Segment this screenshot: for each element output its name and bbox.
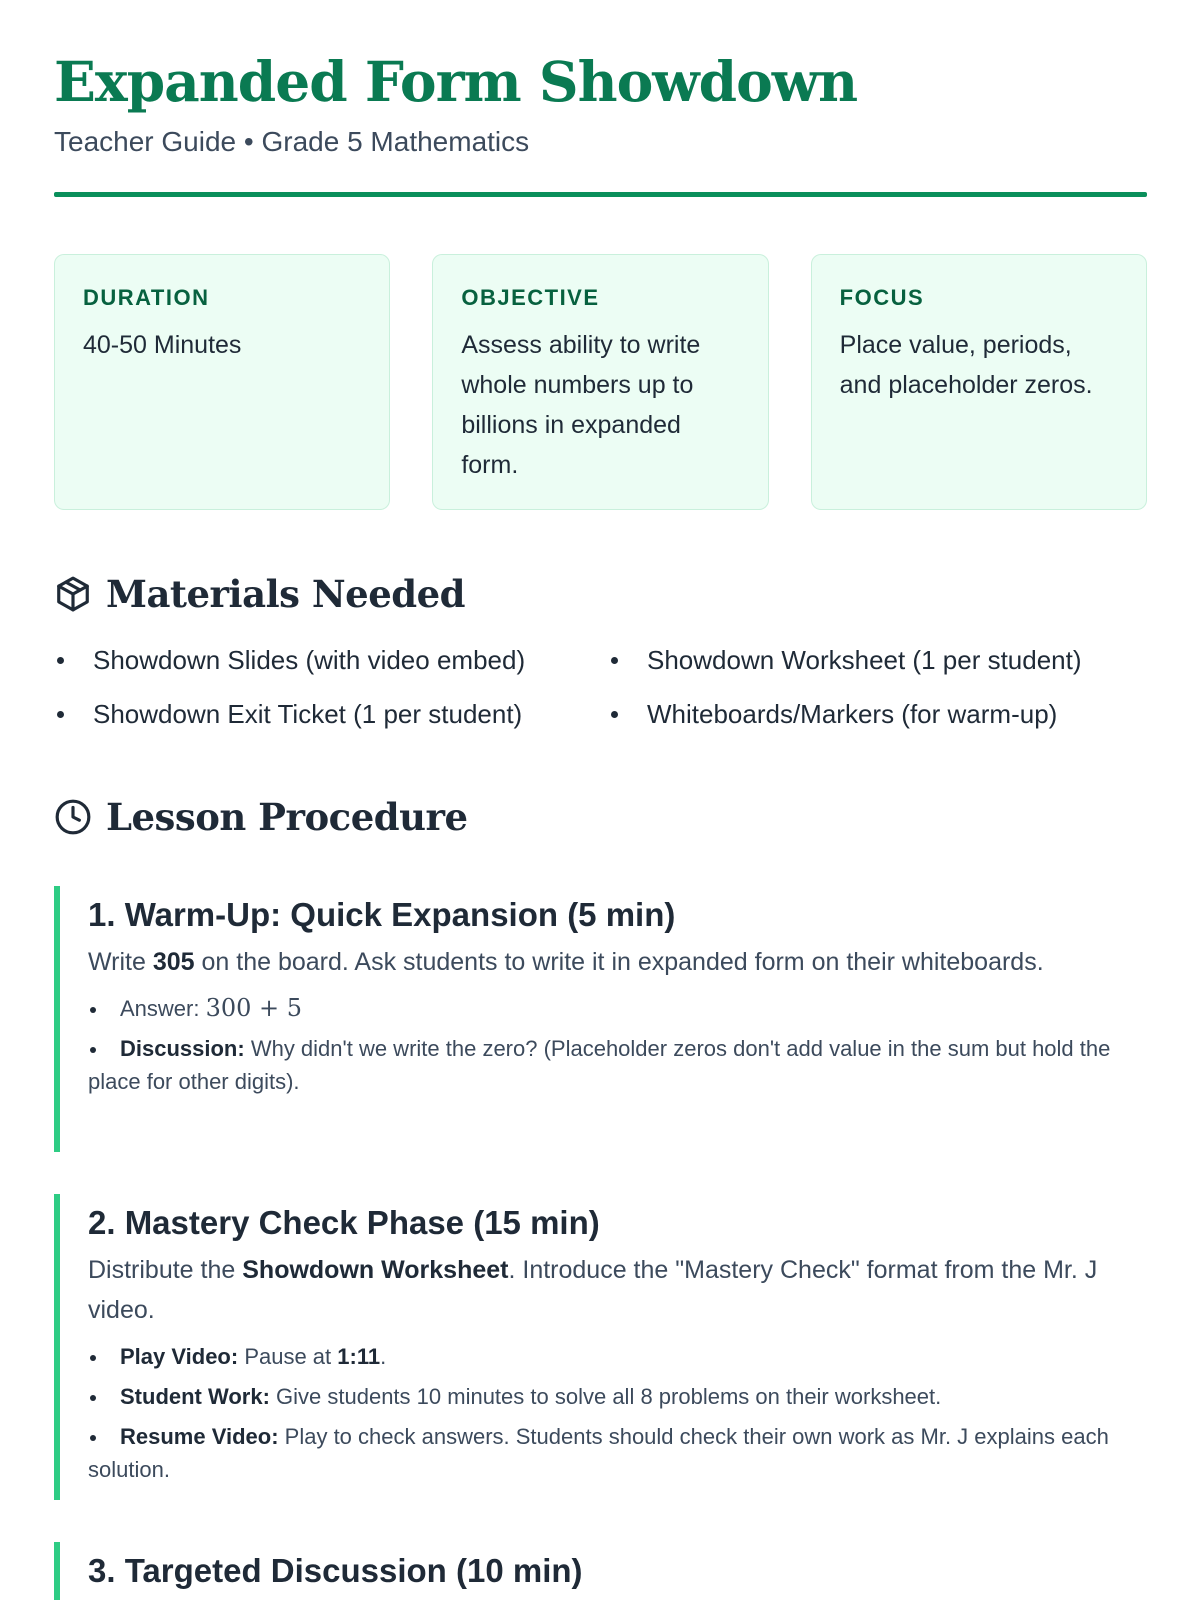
step-description: Write 305 on the board. Ask students to write it in expanded form on their whiteboards. [88, 948, 1044, 976]
section-title: Lesson Procedure [106, 795, 468, 839]
card-label: DURATION [83, 285, 210, 310]
step-title: 1. Warm-Up: Quick Expansion (5 min) [88, 896, 676, 933]
bullet-dot [611, 711, 618, 718]
procedure-step-2 [54, 1194, 1147, 1500]
duration-card [54, 254, 390, 510]
list-item [608, 640, 1147, 680]
procedure-step-3 [54, 1542, 1147, 1600]
materials-heading [54, 572, 465, 616]
card-label: FOCUS [839, 285, 925, 310]
bullet-dot [57, 657, 64, 664]
list-item: Discussion: Why didn't we write the zero? (Placeholder zeros don't add value in the sum but hold the place for other digits). [88, 1032, 1147, 1098]
box-icon [54, 575, 92, 613]
step-description: Distribute the Showdown Worksheet. Introduce the "Mastery Check" format from the Mr. J video. [88, 1256, 1098, 1324]
card-text: Assess ability to write whole numbers up to billions in expanded form. [461, 331, 701, 479]
step-bullets [88, 1340, 1147, 1486]
list-item-text: Showdown Worksheet (1 per student) [647, 644, 1082, 675]
section-title: Materials Needed [106, 572, 466, 616]
procedure-heading [54, 795, 468, 839]
clock-icon [54, 798, 92, 836]
materials-list [54, 640, 1147, 734]
objective-card [432, 254, 768, 510]
list-item: Resume Video: Play to check answers. Students should check their own work as Mr. J explains each solution. [88, 1420, 1147, 1486]
list-item: Play Video: Pause at 1:11. [88, 1340, 1147, 1373]
list-item-text: Showdown Exit Ticket (1 per student) [93, 698, 523, 729]
header-divider [54, 192, 1147, 197]
list-item: Answer: 300 + 5 [88, 992, 1147, 1025]
step-title: 3. Targeted Discussion (10 min) [88, 1552, 583, 1589]
list-item [608, 694, 1147, 734]
page-subtitle: Teacher Guide • Grade 5 Mathematics [54, 126, 530, 157]
bullet-dot [611, 657, 618, 664]
card-text: Place value, periods, and placeholder zeros. [839, 331, 1093, 399]
step-title: 2. Mastery Check Phase (15 min) [88, 1204, 600, 1241]
focus-card [811, 254, 1147, 510]
list-item: Student Work: Give students 10 minutes to solve all 8 problems on their worksheet. [88, 1380, 1147, 1413]
summary-cards [54, 254, 1147, 510]
procedure-step-1 [54, 886, 1147, 1152]
list-item-text: Showdown Slides (with video embed) [93, 644, 526, 675]
list-item [54, 640, 608, 680]
card-label: OBJECTIVE [461, 285, 600, 310]
step-bullets [88, 992, 1147, 1098]
card-text: 40-50 Minutes [83, 331, 242, 359]
list-item [54, 694, 608, 734]
list-item-text: Whiteboards/Markers (for warm-up) [647, 698, 1058, 729]
page-title: Expanded Form Showdown [54, 49, 858, 114]
bullet-dot [57, 711, 64, 718]
